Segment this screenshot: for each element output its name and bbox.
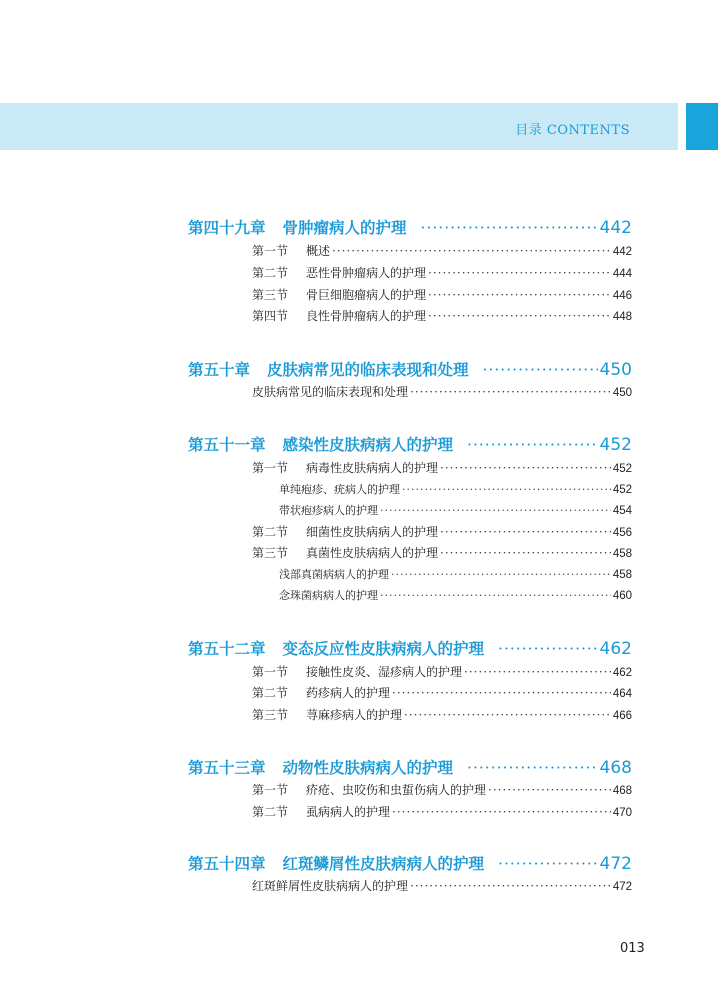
dot-leader — [483, 361, 598, 379]
dot-leader — [410, 385, 611, 399]
chapter-number: 第五十章 — [188, 360, 251, 379]
chapter-number: 第五十三章 — [188, 758, 266, 777]
section-entry[interactable] — [252, 706, 632, 723]
section-page: 446 — [612, 290, 632, 302]
chapter-entry[interactable] — [188, 358, 632, 380]
subsection-entry[interactable] — [279, 502, 632, 518]
chapter-entry[interactable] — [188, 756, 632, 778]
dot-leader — [380, 504, 611, 517]
chapter-number: 第四十九章 — [188, 218, 266, 237]
chapter-page: 462 — [599, 639, 632, 659]
section-number: 第一节 — [252, 244, 289, 258]
subsection-title: 浅部真菌病病人的护理 — [279, 568, 389, 581]
dot-leader — [464, 665, 611, 679]
chapter-title: 动物性皮肤病病人的护理 — [282, 758, 454, 777]
page-number: 013 — [620, 941, 645, 956]
section-page: 442 — [612, 246, 632, 258]
chapter-entry[interactable] — [188, 852, 632, 874]
chapter-entry[interactable] — [188, 216, 632, 238]
section-page: 448 — [612, 311, 632, 323]
subsection-entry[interactable] — [279, 587, 632, 603]
chapter-title: 感染性皮肤病病人的护理 — [282, 435, 454, 454]
section-entry[interactable] — [252, 307, 632, 324]
entry-title: 皮肤病常见的临床表现和处理 — [252, 385, 409, 399]
section-entry[interactable] — [252, 264, 632, 281]
entry[interactable] — [252, 877, 632, 894]
subsection-title: 单纯疱疹、疣病人的护理 — [279, 483, 400, 496]
section-title: 病毒性皮肤病病人的护理 — [306, 461, 439, 475]
dot-leader — [440, 461, 611, 475]
section-number: 第四节 — [252, 309, 289, 323]
dot-leader — [404, 708, 611, 722]
section-page: 464 — [612, 688, 632, 700]
section-title: 虱病病人的护理 — [306, 805, 391, 819]
section-page: 452 — [612, 463, 632, 475]
section-number: 第一节 — [252, 783, 289, 797]
section-entry[interactable] — [252, 803, 632, 820]
section-entry[interactable] — [252, 663, 632, 680]
entry[interactable] — [252, 383, 632, 400]
chapter-page: 450 — [599, 360, 632, 380]
section-number: 第二节 — [252, 805, 289, 819]
chapter-page: 452 — [599, 435, 632, 455]
section-entry[interactable] — [252, 242, 632, 259]
subsection-entry[interactable] — [279, 566, 632, 582]
section-title: 良性骨肿瘤病人的护理 — [306, 309, 427, 323]
section-entry[interactable] — [252, 544, 632, 561]
subsection-page: 452 — [612, 484, 632, 496]
section-title: 真菌性皮肤病病人的护理 — [306, 546, 439, 560]
chapter-number: 第五十一章 — [188, 435, 266, 454]
chapter-title: 骨肿瘤病人的护理 — [282, 218, 407, 237]
dot-leader — [428, 266, 611, 280]
section-title: 细菌性皮肤病病人的护理 — [306, 525, 439, 539]
section-page: 466 — [612, 710, 632, 722]
chapter-number: 第五十二章 — [188, 639, 266, 658]
section-title: 概述 — [306, 244, 331, 258]
chapter-number: 第五十四章 — [188, 854, 266, 873]
subsection-page: 458 — [612, 569, 632, 581]
section-page: 456 — [612, 527, 632, 539]
dot-leader — [440, 525, 611, 539]
subsection-title: 带状疱疹病人的护理 — [279, 504, 378, 517]
section-number: 第二节 — [252, 525, 289, 539]
section-page: 458 — [612, 548, 632, 560]
dot-leader — [498, 640, 598, 658]
section-page: 468 — [612, 785, 632, 797]
dot-leader — [380, 589, 611, 602]
dot-leader — [402, 483, 611, 496]
chapter-page: 442 — [599, 218, 632, 238]
dot-leader — [410, 879, 611, 893]
dot-leader — [428, 288, 611, 302]
section-number: 第三节 — [252, 546, 289, 560]
dot-leader — [440, 546, 611, 560]
header-label: 目录 CONTENTS — [515, 123, 630, 138]
chapter-title: 红斑鳞屑性皮肤病病人的护理 — [282, 854, 485, 873]
entry-page: 472 — [612, 881, 632, 893]
subsection-entry[interactable] — [279, 481, 632, 497]
dot-leader — [488, 783, 611, 797]
header-tab-marker — [686, 103, 718, 150]
section-title: 疥疮、虫咬伤和虫蜇伤病人的护理 — [306, 783, 487, 797]
section-number: 第一节 — [252, 461, 289, 475]
section-entry[interactable] — [252, 781, 632, 798]
section-title: 接触性皮炎、湿疹病人的护理 — [306, 665, 463, 679]
dot-leader — [428, 309, 611, 323]
section-title: 恶性骨肿瘤病人的护理 — [306, 266, 427, 280]
section-title: 荨麻疹病人的护理 — [306, 708, 403, 722]
section-number: 第三节 — [252, 288, 289, 302]
subsection-title: 念珠菌病病人的护理 — [279, 589, 378, 602]
dot-leader — [467, 759, 598, 777]
section-entry[interactable] — [252, 523, 632, 540]
dot-leader — [467, 436, 598, 454]
chapter-page: 468 — [599, 758, 632, 778]
section-entry[interactable] — [252, 459, 632, 476]
section-title: 药疹病人的护理 — [306, 686, 391, 700]
section-number: 第三节 — [252, 708, 289, 722]
section-page: 444 — [612, 268, 632, 280]
section-entry[interactable] — [252, 684, 632, 701]
subsection-page: 454 — [612, 505, 632, 517]
dot-leader — [392, 686, 611, 700]
dot-leader — [392, 805, 611, 819]
dot-leader — [332, 244, 611, 258]
chapter-page: 472 — [599, 854, 632, 874]
section-number: 第一节 — [252, 665, 289, 679]
section-page: 462 — [612, 667, 632, 679]
section-number: 第二节 — [252, 266, 289, 280]
chapter-title: 变态反应性皮肤病病人的护理 — [282, 639, 485, 658]
entry-page: 450 — [612, 387, 632, 399]
dot-leader — [421, 219, 598, 237]
section-entry[interactable] — [252, 286, 632, 303]
dot-leader — [498, 855, 598, 873]
dot-leader — [391, 568, 611, 581]
chapter-entry[interactable] — [188, 433, 632, 455]
subsection-page: 460 — [612, 590, 632, 602]
entry-title: 红斑鲜屑性皮肤病病人的护理 — [252, 879, 409, 893]
chapter-entry[interactable] — [188, 637, 632, 659]
section-page: 470 — [612, 807, 632, 819]
section-title: 骨巨细胞瘤病人的护理 — [306, 288, 427, 302]
section-number: 第二节 — [252, 686, 289, 700]
chapter-title: 皮肤病常见的临床表现和处理 — [267, 360, 469, 379]
